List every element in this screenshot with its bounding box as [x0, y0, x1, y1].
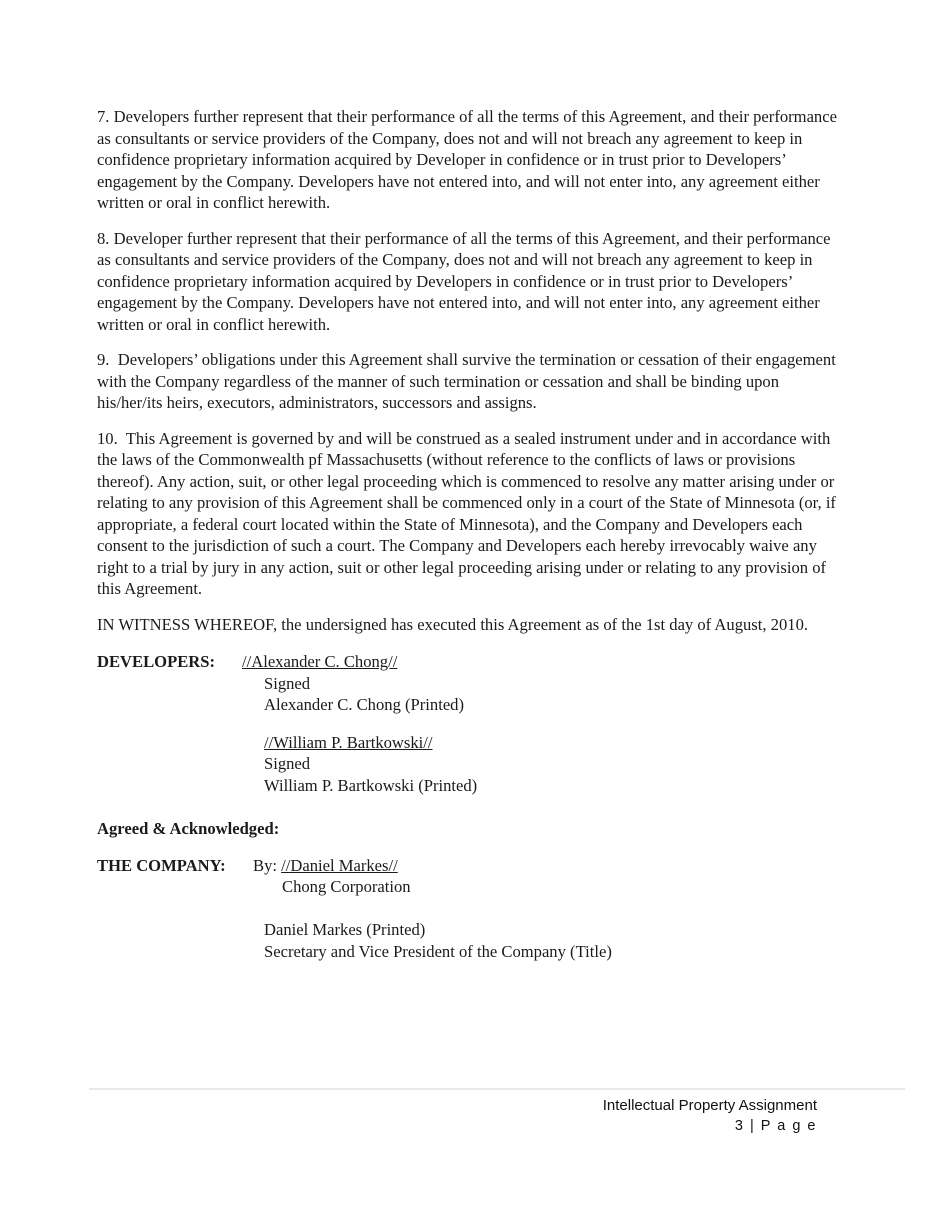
company-printed-name: Daniel Markes (Printed) [264, 920, 426, 939]
witness-clause: IN WITNESS WHEREOF, the undersigned has executed this Agreement as of the 1st day of August, 2010. [97, 614, 809, 634]
developer1-printed-name: Alexander C. Chong (Printed) [264, 695, 465, 714]
signature-spacer [242, 716, 841, 732]
developer2-signature: //William P. Bartkowski// [264, 732, 433, 752]
developer1-signature: //Alexander C. Chong// [242, 652, 398, 671]
company-label: THE COMPANY: [97, 855, 226, 875]
company-printed-group [264, 919, 841, 962]
footer-document-title: Intellectual Property Assignment [602, 1097, 817, 1114]
company-by-label: By: [253, 855, 277, 875]
company-title-line: Secretary and Vice President of the Company (Title) [264, 941, 612, 961]
company-signature-block [97, 855, 841, 963]
paragraph-10: 10. This Agreement is governed by and will be construed as a sealed instrument under and in accordance with the laws of the Commonwealth pf Massachusetts (without reference to the conflicts of laws or provisions thereof). Any action, suit, or other legal proceeding which is commenced to resolve any matter arising under or relating to any provision of this Agreement shall be commenced only in a court of the State of Minnesota (or, if appropriate, a federal court located within the State of Minnesota), and the Company and Developers each consent to the jurisdiction of such a court. The Company and Developers each hereby irrevocably waive any right to a trial by jury in any action, suit or other legal proceeding arising under or relating to any provision of this Agreement. [97, 428, 841, 598]
document-body [97, 106, 841, 962]
developers-signatures [242, 651, 841, 796]
company-signature: //Daniel Markes// [281, 855, 398, 875]
agreed-acknowledged-heading: Agreed & Acknowledged: [97, 819, 280, 838]
developers-signature-block [97, 651, 841, 796]
developers-label: DEVELOPERS: [97, 652, 216, 671]
developer1-signed-label: Signed [264, 673, 311, 693]
page-footer [603, 1096, 817, 1136]
company-signatures [253, 855, 841, 963]
footer-divider [89, 1088, 905, 1090]
paragraph-8: 8. Developer further represent that their performance of all the terms of this Agreement, and their performance as consultants and service providers of the Company, does not and will not breach any agreement to keep in confidence proprietary information acquired by Developers in confidence or in trust prior to Developers’ engagement by the Company. Developers have not entered into, and will not enter into, any agreement either written or oral in conflict herewith. [97, 228, 835, 334]
paragraph-9: 9. Developers’ obligations under this Agreement shall survive the termination or cessation of their engagement with the Company regardless of the manner of such termination or cessation and shall be binding upon his/her/its heirs, executors, administrators, successors and assigns. [97, 350, 840, 412]
developer2-printed-name: William P. Bartkowski (Printed) [264, 775, 478, 795]
footer-page-number: 3 | P a g e [734, 1118, 817, 1134]
company-by-line [253, 855, 841, 877]
company-name: Chong Corporation [282, 877, 411, 896]
developer2-signed-label: Signed [264, 754, 311, 773]
paragraph-7: 7. Developers further represent that their performance of all the terms of this Agreement, and their performance as consultants or service providers of the Company, does not and will not breach any agreement to keep in confidence proprietary information acquired by Developer in confidence or in trust prior to Developers’ engagement by the Company. Developers have not entered into, and will not enter into, any agreement either written or oral in conflict herewith. [97, 107, 842, 212]
